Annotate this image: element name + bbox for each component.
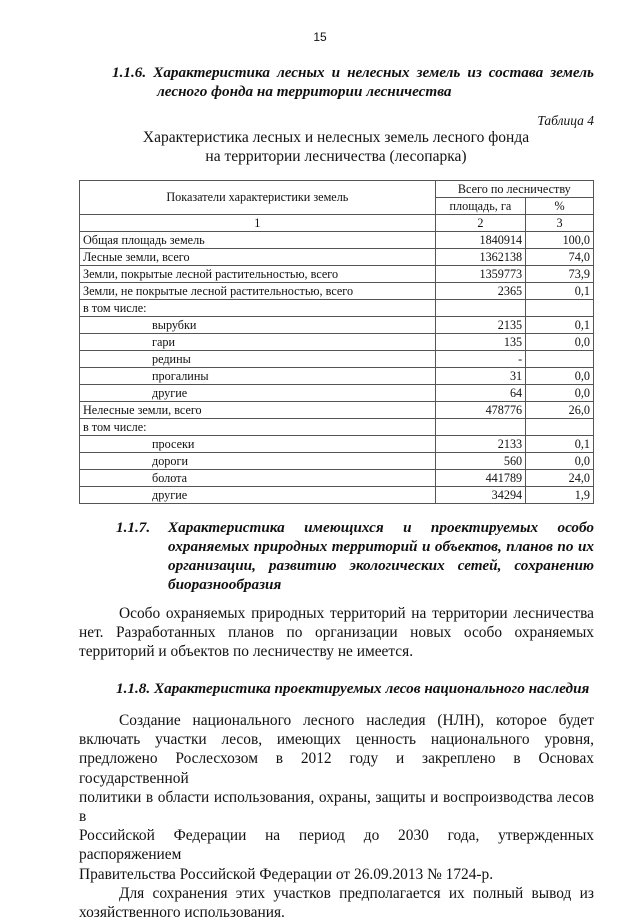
paragraph-line: политики в области использования, охраны, защиты и воспроизводства лесов в [79,788,594,826]
row-percent [526,351,594,368]
row-label: дороги [80,453,436,470]
row-percent: 24,0 [526,470,594,487]
row-area: 135 [435,334,525,351]
table-row [80,419,594,436]
row-label: Лесные земли, всего [80,249,436,266]
row-percent [526,300,594,317]
row-area: 64 [435,385,525,402]
row-percent: 0,1 [526,317,594,334]
row-percent: 0,0 [526,385,594,402]
paragraph-line: Для сохранения этих участков предполагается их полный вывод из [119,884,594,902]
section-heading-line: охраняемых природных территорий и объектов, планов по их [168,538,594,555]
row-area [435,300,525,317]
table-row [80,300,594,317]
table-row [80,470,594,487]
column-number-row [80,215,594,232]
header-area: площадь, га [435,198,525,215]
table-label: Таблица 4 [537,113,594,128]
paragraph-line: включать участки лесов, имеющих ценность национального уровня, [79,731,594,749]
row-area: 31 [435,368,525,385]
paragraph-line: нет. Разработанных планов по организации новых особо охраняемых [79,624,594,642]
row-label: Общая площадь земель [80,232,436,249]
row-percent: 74,0 [526,249,594,266]
section-heading-line: Характеристика имеющихся и проектируемых особо [168,519,594,536]
table-row [80,266,594,283]
table-row [80,385,594,402]
row-label: болота [80,470,436,487]
table-row [80,249,594,266]
row-area: 2365 [435,283,525,300]
paragraph-line: Правительства Российской Федерации от 26.09.2013 № 1724-р. [79,865,494,883]
table-row [80,487,594,504]
table-row [80,334,594,351]
row-label: редины [80,351,436,368]
paragraph-line: территорий и объектов по лесничеству не имеется. [79,643,414,661]
row-percent: 0,1 [526,436,594,453]
row-area: 441789 [435,470,525,487]
land-characteristics-table [79,180,594,504]
row-area: 2135 [435,317,525,334]
table-row [80,317,594,334]
row-percent: 0,1 [526,283,594,300]
column-number: 2 [435,215,525,232]
row-label: Земли, покрытые лесной растительностью, всего [80,266,436,283]
row-label: прогалины [80,368,436,385]
row-area: 2133 [435,436,525,453]
table-row [80,402,594,419]
paragraph-line: хозяйственного использования. [79,904,285,922]
section-number: 1.1.7. [116,519,151,536]
row-percent [526,419,594,436]
section-heading-line: лесного фонда на территории лесничества [157,83,452,100]
table-title [79,128,593,166]
section-heading-1-1-8: 1.1.8. Характеристика проектируемых лесов национального наследия [116,680,590,697]
row-area: 478776 [435,402,525,419]
section-heading-1-1-6 [112,63,594,101]
header-percent: % [526,198,594,215]
column-number: 1 [80,215,436,232]
row-label: в том числе: [80,300,436,317]
row-area: 1359773 [435,266,525,283]
row-area: 1840914 [435,232,525,249]
header-indicator: Показатели характеристики земель [80,181,436,215]
row-label: другие [80,487,436,504]
row-label: гари [80,334,436,351]
table-row [80,232,594,249]
row-percent: 100,0 [526,232,594,249]
row-area [435,419,525,436]
row-label: вырубки [80,317,436,334]
row-percent: 0,0 [526,334,594,351]
row-area: 560 [435,453,525,470]
row-area: 1362138 [435,249,525,266]
section-heading-line: биоразнообразия [168,576,282,593]
table-row [80,453,594,470]
national-heritage-paragraph [79,711,594,922]
row-percent: 0,0 [526,368,594,385]
row-area: - [435,351,525,368]
table-row [80,436,594,453]
table-header-row [80,181,594,198]
section-heading-line: организации, развитию экологических сетей, сохранению [168,557,594,574]
row-label: другие [80,385,436,402]
row-label: Земли, не покрытые лесной растительностью, всего [80,283,436,300]
page-number: 15 [313,30,327,44]
row-label: просеки [80,436,436,453]
header-group: Всего по лесничеству [435,181,593,198]
table-row [80,368,594,385]
row-percent: 73,9 [526,266,594,283]
paragraph-line: Создание национального лесного наследия (НЛН), которое будет [119,712,594,729]
row-area: 34294 [435,487,525,504]
row-percent: 1,9 [526,487,594,504]
section-heading-line: 1.1.6. Характеристика лесных и нелесных земель из состава земель [112,64,594,81]
table-title-line: на территории лесничества (лесопарка) [205,148,467,165]
row-percent: 26,0 [526,402,594,419]
paragraph-line: Российской Федерации на период до 2030 года, утвержденных распоряжением [79,827,594,864]
row-label: Нелесные земли, всего [80,402,436,419]
column-number: 3 [526,215,594,232]
paragraph-line: предложено Рослесхозом в 2012 году и закреплено в Основах государственной [79,750,594,787]
row-percent: 0,0 [526,453,594,470]
table-title-line: Характеристика лесных и нелесных земель лесного фонда [142,129,530,146]
paragraph-line: Особо охраняемых природных территорий на территории лесничества [119,605,594,622]
protected-areas-paragraph [79,604,594,662]
table-row [80,351,594,368]
table-row [80,283,594,300]
row-label: в том числе: [80,419,436,436]
section-heading-1-1-7 [116,518,594,594]
